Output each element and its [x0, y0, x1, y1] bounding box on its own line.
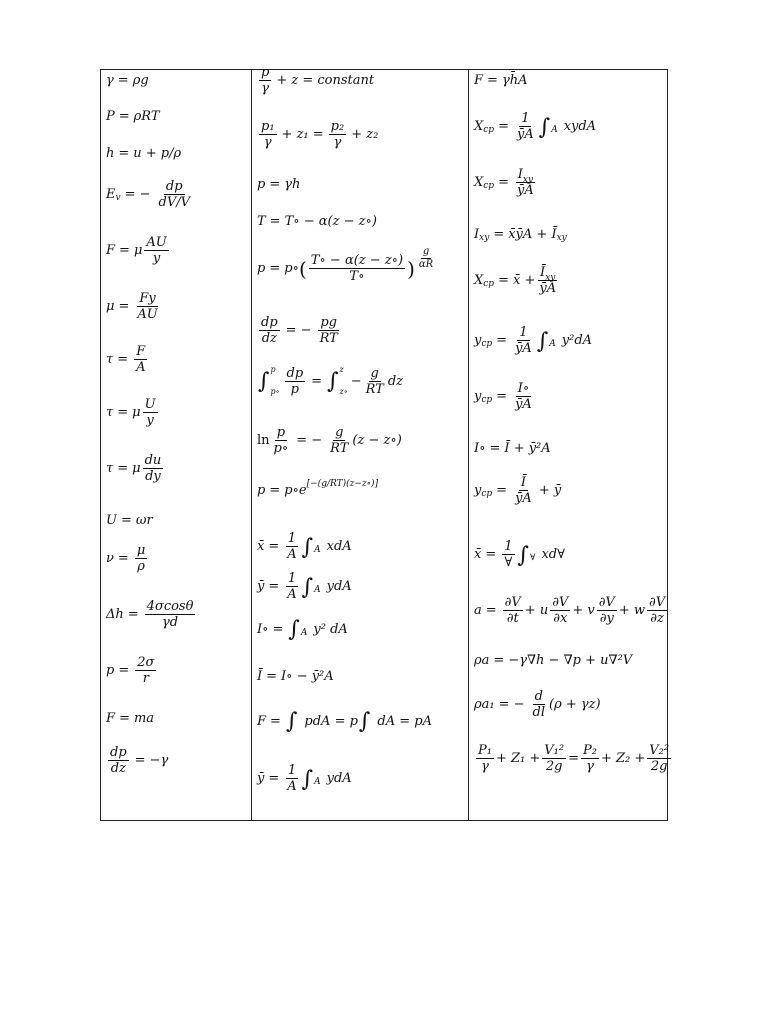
formula-specific-weight: γ = ρg [106, 73, 149, 88]
formula-log-pressure: ln $\frac{p}{p\circ}$ = − $\frac{g}{RT}$ (z − z∘) [257, 425, 402, 456]
formula-pressure-integral: ∫ p p∘ $\frac{dp}{p}$ = ∫ z z∘ − $\frac{g}{RT}$ dz [258, 365, 403, 397]
integral-icon: ∫ [358, 709, 371, 734]
integral-icon: ∫ [536, 328, 549, 354]
formula-product-inertia: I xy = x̄ȳA + Ī xy [474, 227, 567, 243]
formula-newton-viscosity: τ = μ $\frac{du}{dy}$ [106, 453, 162, 484]
integral-icon: ∫ [538, 114, 551, 140]
formula-centroid-y: ȳ = $\frac{1}{A}$ ∫ A ydA [257, 571, 352, 602]
formula-hydrostatic-force: F = ∫ pdA = p ∫ dA = pA [257, 709, 432, 734]
formula-acceleration: a = $\frac{\partial V}{\partial t}$ + u $\frac{\partial V}{\partial x}$ + v $\frac{\partial V}{\partial y}$ + w $\frac{\partial V}{\partial z}$ [474, 595, 666, 626]
formula-center-pressure-x-offset: X cp = x̄ + $\frac{Ī_{xy}}{ȳA}$ [474, 265, 557, 296]
integral-icon: ∫ [301, 766, 314, 792]
formula-ideal-gas: P = ρRT [106, 109, 160, 124]
formula-resultant-force: F = γh̄A [474, 73, 528, 88]
formula-temperature-lapse: T = T∘ − α(z − z∘) [257, 214, 377, 229]
formula-capillary-rise: Δh = $\frac{4\sigma\cos\theta}{\gamma d}$ [106, 599, 194, 630]
formula-viscosity: μ = $\frac{Fy}{AU}$ [106, 291, 158, 322]
formula-piezometric-head: $\frac{p}{\gamma}$ + z = constant [261, 65, 375, 96]
formula-shear-stress: τ = $\frac{F}{A}$ [106, 344, 146, 375]
formula-newton-second-law: F = ma [106, 711, 155, 726]
formula-parallel-axis: Ī = I∘ − ȳ²A [257, 669, 334, 684]
formula-shear-stress-velocity: τ = μ $\frac{U}{y}$ [106, 397, 156, 428]
formula-atmosphere-pressure: p = p∘ ( $\frac{T\circ - \alpha(z - z\circ)}{T\circ}$ ) $\frac{g}{\alpha R}$ [257, 246, 434, 284]
formula-center-pressure-x-integral: X cp = $\frac{1}{ȳA}$ ∫ A xydA [474, 111, 597, 142]
formula-euler-equation: ρa = −γ∇h − ∇p + u∇²V [474, 653, 633, 668]
formula-bulk-modulus: E v = − $\frac{dp}{dV/V}$ [106, 179, 190, 210]
formula-column-3 [468, 70, 670, 820]
formula-center-pressure-x: X cp = $\frac{I_{xy}}{ȳA}$ [474, 167, 534, 198]
formula-center-pressure-y-offset: y cp = $\frac{Ī}{ȳA}$ + ȳ [474, 475, 562, 506]
formula-hydrostatic-equation: $\frac{\text{p₁}}{\gamma}$ + z₁ = $\frac{\text{p₂}}{\gamma}$ + z₂ [261, 119, 379, 150]
formula-transfer-inertia: I∘ = Ī + ȳ²A [474, 441, 551, 456]
formula-tangential-velocity: U = ωr [106, 513, 153, 528]
formula-second-moment: I∘ = ∫ A y² dA [257, 617, 348, 642]
formula-enthalpy: h = u + p/ρ [106, 146, 182, 161]
integral-icon: ∫ [517, 542, 529, 568]
formula-exponential-pressure: p = p∘e [−(g/RT)(z−z∘)] [257, 479, 379, 498]
integral-icon: ∫ [301, 574, 314, 600]
integral-icon: ∫ [258, 369, 270, 394]
formula-centroid-x: x̄ = $\frac{1}{A}$ ∫ A xdA [257, 531, 352, 562]
formula-bernoulli: $\frac{\text{P₁}}{\gamma}$ + Z₁ + $\frac{\text{V₁²}}{2g}$ = $\frac{\text{P₂}}{\gamma}$ + Z₂ + $\frac{\text{V₂²}}{2g}$ [478, 743, 670, 774]
integral-icon: ∫ [301, 534, 314, 560]
formula-center-pressure-y-integral: y cp = $\frac{1}{ȳA}$ ∫ A y²dA [474, 325, 593, 356]
formula-pressure-depth: p = γh [257, 177, 301, 192]
formula-centroid-y-repeat: ȳ = $\frac{1}{A}$ ∫ A ydA [257, 763, 352, 794]
formula-volume-centroid: x̄ = $\frac{1}{\forall}$ ∫ ∀ xd∀ [474, 539, 565, 570]
formula-surface-tension-pressure: p = $\frac{2\sigma}{r}$ [106, 655, 155, 686]
formula-sheet [100, 65, 670, 821]
integral-icon: ∫ [327, 369, 339, 394]
formula-hydrostatic-gradient: $\frac{dp}{dz}$ = −γ [110, 745, 169, 776]
formula-shear-force: F = μ $\frac{AU}{y}$ [106, 235, 167, 266]
formula-pressure-gradient-gas: $\frac{dp}{dz}$ = − $\frac{pg}{RT}$ [261, 315, 338, 346]
formula-streamline-acceleration: ρa₁ = − $\frac{d}{dl}$ (ρ + γz) [474, 689, 601, 720]
integral-icon: ∫ [285, 709, 298, 734]
formula-column-2 [251, 65, 469, 820]
formula-column-1 [101, 70, 252, 820]
formula-center-pressure-y: y cp = $\frac{I\circ}{ȳA}$ [474, 381, 532, 412]
formula-kinematic-viscosity: ν = $\frac{\mu}{\rho}$ [106, 543, 146, 574]
integral-icon: ∫ [288, 617, 300, 642]
